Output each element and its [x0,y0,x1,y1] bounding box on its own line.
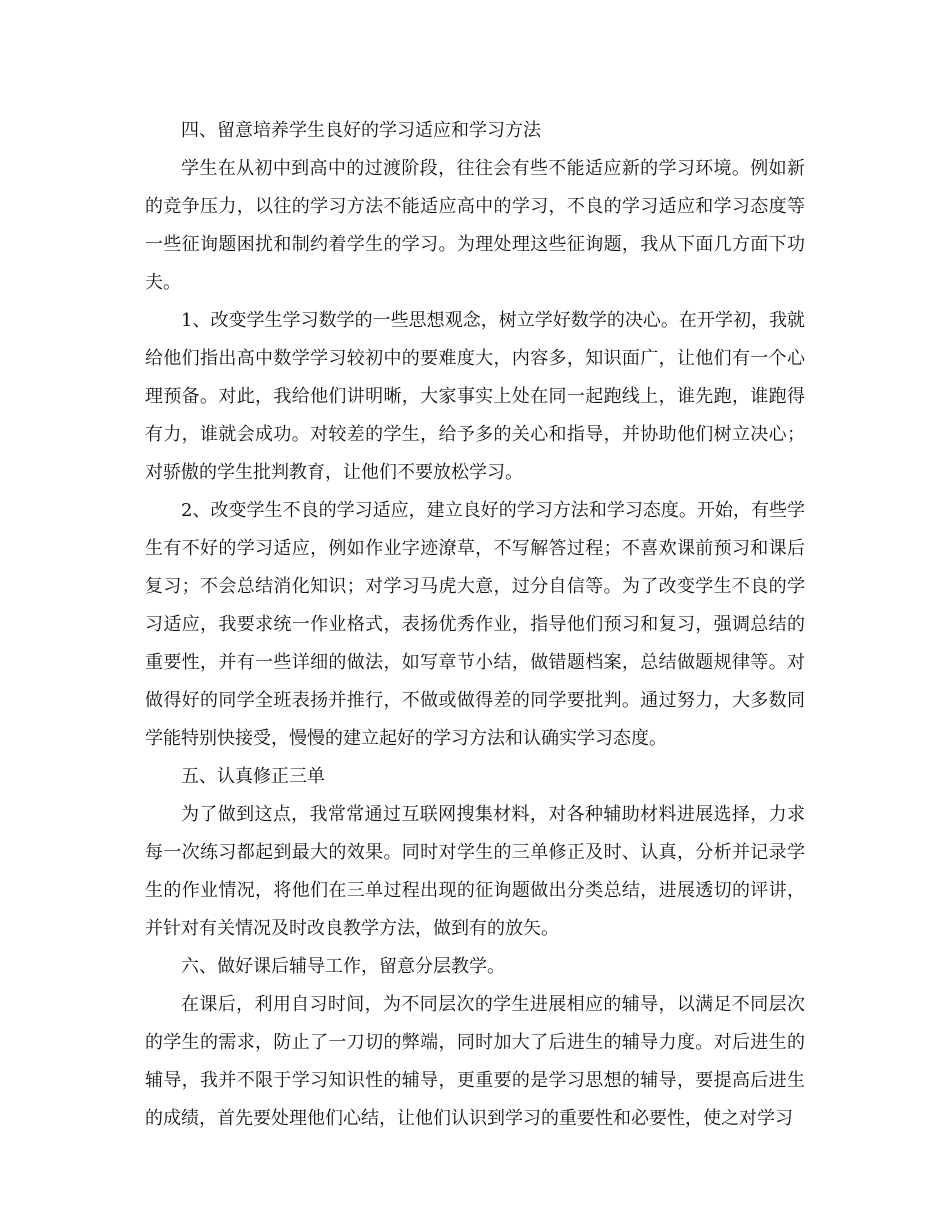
section-heading-5: 五、认真修正三单 [181,766,325,787]
paragraph-item-2: 2、改变学生不良的学习适应，建立良好的学习方法和学习态度。开始，有些学生有不好的学习适应，例如作业字迹潦草，不写解答过程；不喜欢课前预习和课后复习；不会总结消化知识；对学习马虎大意，过分自信等。为了改变学生不良的学习适应，我要求统一作业格式，表扬优秀作业，指导他们预习和复习，强调总结的重要性，并有一些详细的做法，如写章节小结，做错题档案，总结做题规律等。对做得好的同学全班表扬并推行，不做或做得差的同学要批判。通过努力，大多数同学能特别快接受，慢慢的建立起好的学习方法和认确实学习态度。 [145,500,805,749]
paragraph-transition-stage: 学生在从初中到高中的过渡阶段，往往会有些不能适应新的学习环境。例如新的竞争压力，以往的学习方法不能适应高中的学习，不良的学习适应和学习态度等一些征询题困扰和制约着学生的学习。为理处理这些征询题，我从下面几方面下功夫。 [145,158,805,293]
paragraph-correction: 为了做到这点，我常常通过互联网搜集材料，对各种辅助材料进展选择，力求每一次练习都起到最大的效果。同时对学生的三单修正及时、认真，分析并记录学生的作业情况，将他们在三单过程出现的征询题做出分类总结，进展透切的评讲，并针对有关情况及时改良教学方法，做到有的放矢。 [145,804,805,939]
document-body [145,112,805,1138]
section-heading-4: 四、留意培养学生良好的学习适应和学习方法 [181,120,541,141]
paragraph-item-1: 1、改变学生学习数学的一些思想观念，树立学好数学的决心。在开学初，我就给他们指出高中数学学习较初中的要难度大，内容多，知识面广，让他们有一个心理预备。对此，我给他们讲明晰，大家事实上处在同一起跑线上，谁先跑，谁跑得有力，谁就会成功。对较差的学生，给予多的关心和指导，并协助他们树立决心；对骄傲的学生批判教育，让他们不要放松学习。 [145,310,805,483]
paragraph-tutoring: 在课后，利用自习时间，为不同层次的学生进展相应的辅导，以满足不同层次的学生的需求，防止了一刀切的弊端，同时加大了后进生的辅导力度。对后进生的辅导，我并不限于学习知识性的辅导，更重要的是学习思想的辅导，要提高后进生的成绩，首先要处理他们心结，让他们认识到学习的重要性和必要性，使之对学习 [145,994,805,1129]
section-heading-6: 六、做好课后辅导工作，留意分层教学。 [181,956,505,977]
